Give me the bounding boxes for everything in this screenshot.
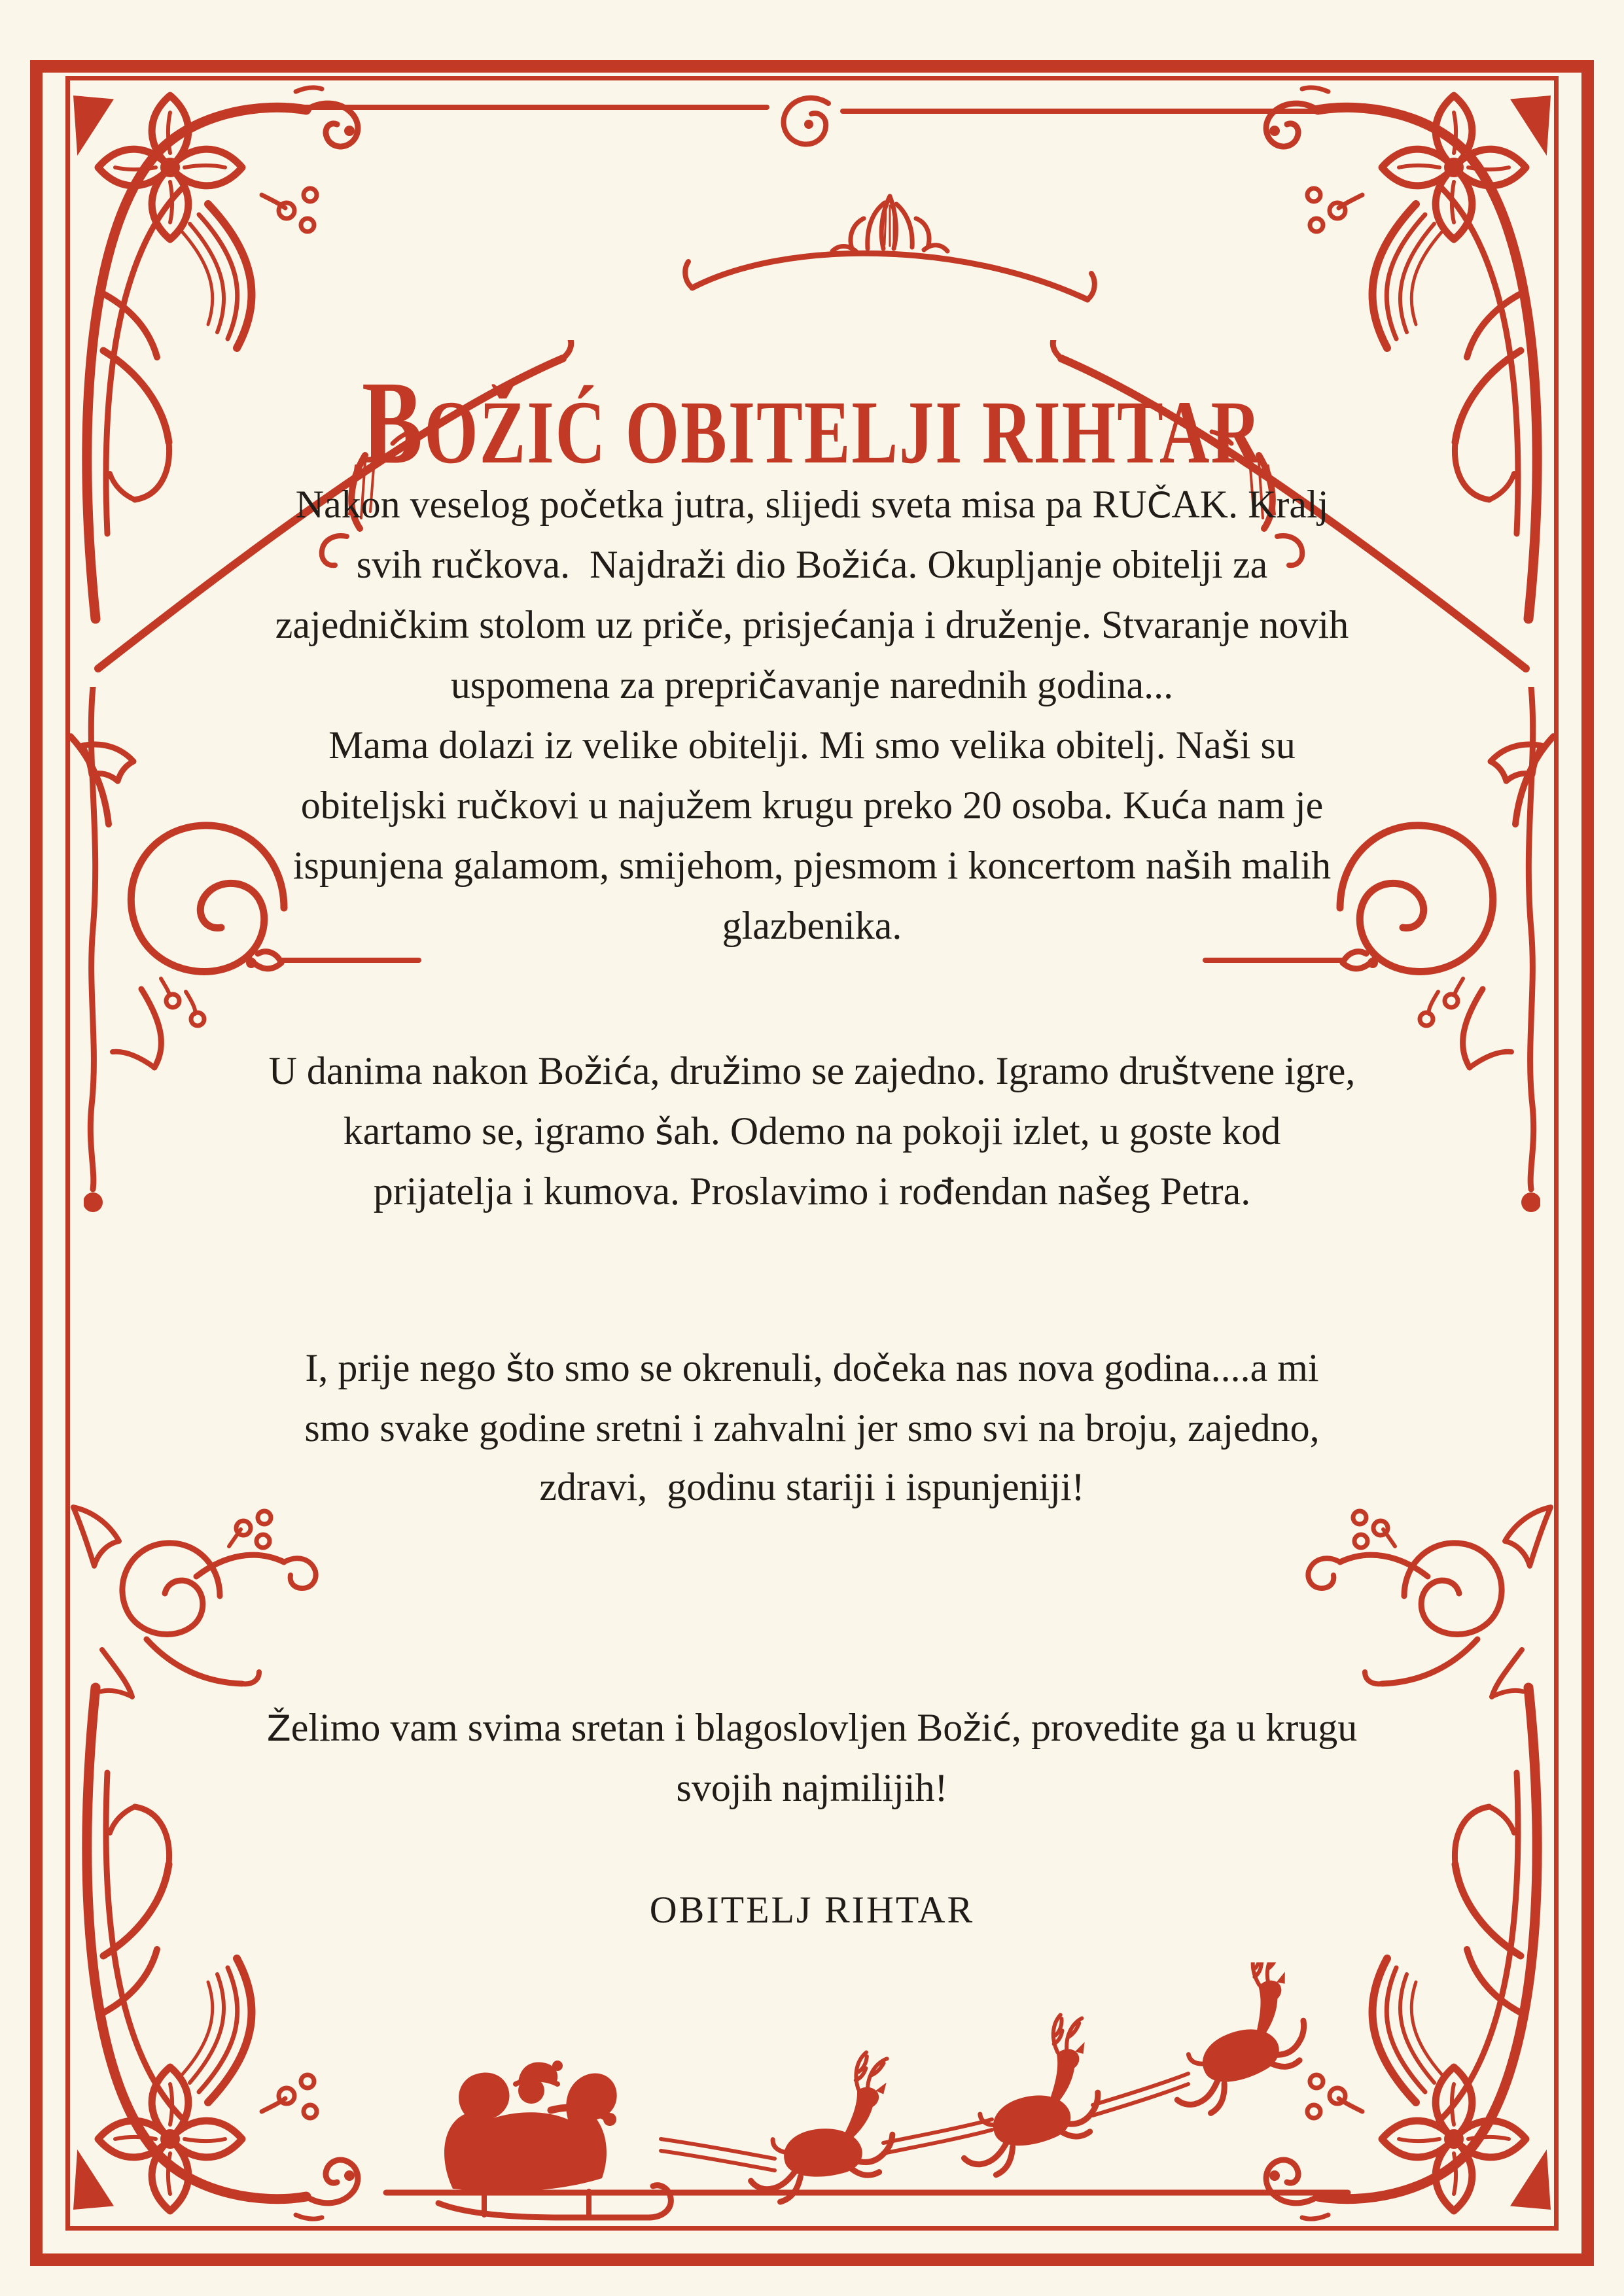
paragraph-3 bbox=[0, 1041, 1624, 1222]
text-line: obiteljski ručkovi u najužem krugu preko 20 osoba. Kuća nam je bbox=[300, 784, 1324, 827]
reindeer-icon bbox=[1136, 1962, 1328, 2123]
text-line: Nakon veselog početka jutra, slijedi sveta misa pa RUČAK. Kralj bbox=[295, 483, 1329, 526]
text-line: svojih najmilijih! bbox=[676, 1766, 948, 1809]
reindeer-icon bbox=[934, 2009, 1117, 2182]
text-line: U danima nakon Božića, družimo se zajedno. Igramo društvene igre, bbox=[268, 1049, 1356, 1092]
rein-lines bbox=[661, 2074, 1188, 2170]
text-line: svih ručkova. Najdraži dio Božića. Okupljanje obitelji za bbox=[356, 543, 1268, 586]
text-line: prijatelja i kumova. Proslavimo i rođendan našeg Petra. bbox=[373, 1170, 1251, 1213]
text-line: Mama dolazi iz velike obitelji. Mi smo velika obitelj. Naši su bbox=[328, 723, 1296, 767]
paragraph-2 bbox=[0, 716, 1624, 955]
text-line: zdravi, godinu stariji i ispunjeniji! bbox=[539, 1465, 1085, 1508]
text-line: smo svake godine sretni i zahvalni jer smo svi na broju, zajedno, bbox=[304, 1406, 1320, 1450]
text-line: zajedničkim stolom uz priče, prisjećanja i druženje. Stvaranje novih bbox=[275, 603, 1349, 646]
text-line: ispunjena galamom, smijehom, pjesmom i koncertom naših malih bbox=[292, 844, 1332, 887]
top-rule-with-spiral-icon bbox=[281, 84, 1348, 162]
signature: OBITELJ RIHTAR bbox=[649, 1888, 975, 1931]
text-line: uspomena za prepričavanje narednih godina... bbox=[450, 663, 1174, 706]
small-scroll-flourish-left-icon bbox=[68, 1491, 343, 1701]
top-center-crown-arc-icon bbox=[680, 183, 1099, 379]
letter-title: BOŽIĆ OBITELJI RIHTAR bbox=[361, 357, 1263, 489]
text-line: I, prije nego što smo se okrenuli, dočeka nas nova godina....a mi bbox=[305, 1346, 1319, 1389]
paragraph-5 bbox=[0, 1698, 1624, 1817]
small-scroll-flourish-right-icon bbox=[1281, 1491, 1556, 1701]
text-line: kartamo se, igramo šah. Odemo na pokoji izlet, u goste kod bbox=[343, 1109, 1281, 1153]
reindeer-icon bbox=[735, 2049, 905, 2205]
paragraph-1 bbox=[0, 475, 1624, 716]
text-line: glazbenika. bbox=[722, 904, 902, 947]
paragraph-4 bbox=[0, 1338, 1624, 1516]
text-line: Želimo vam svima sretan i blagoslovljen Božić, provedite ga u krugu bbox=[266, 1706, 1358, 1749]
santa-sleigh-reindeer-illustration bbox=[366, 1962, 1387, 2237]
